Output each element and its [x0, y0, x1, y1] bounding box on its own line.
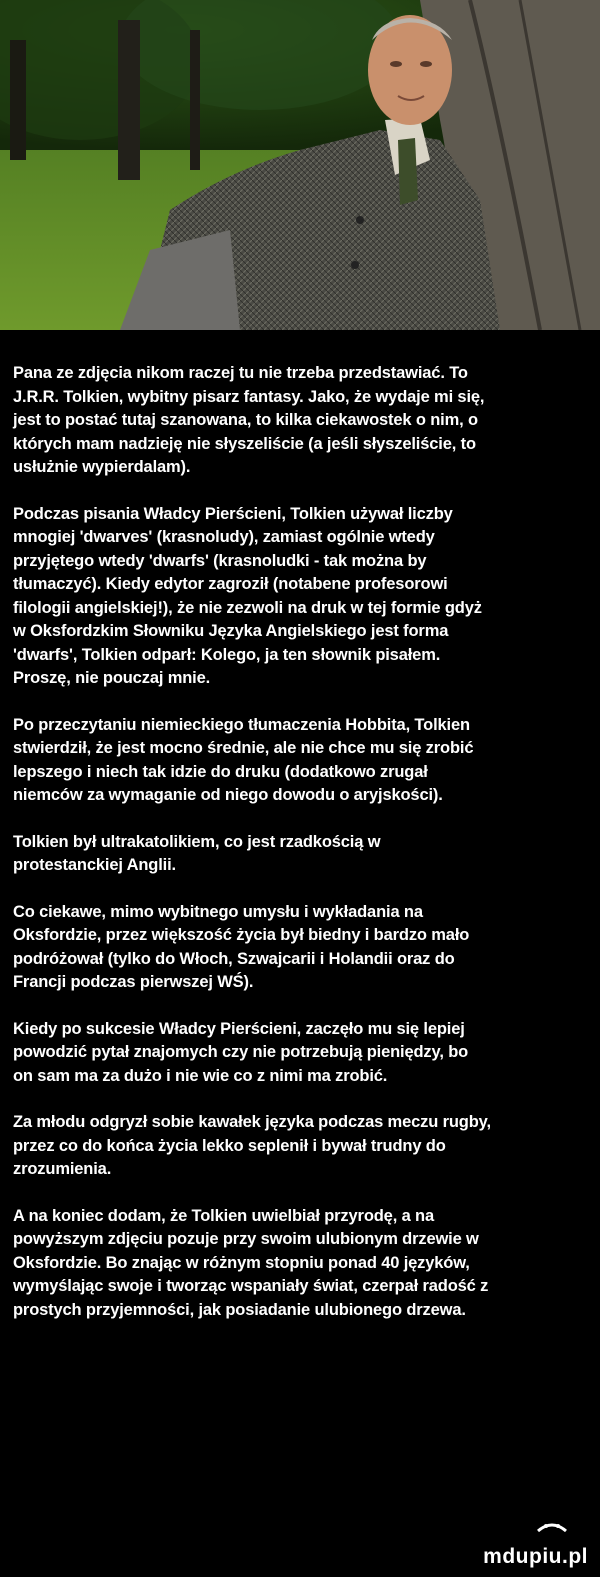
- smiley-face-icon: [534, 1517, 570, 1539]
- text-line: Za młodu odgryzł sobie kawałek języka podczas meczu rugby,: [13, 1113, 491, 1131]
- portrait-photo: [0, 0, 600, 330]
- text-line: powodzić pytał znajomych czy nie potrzebują pieniędzy, bo: [13, 1043, 469, 1061]
- text-line: prostych przyjemności, jak posiadanie ulubionego drzewa.: [13, 1300, 466, 1319]
- text-line: Francji podczas pierwszej WŚ).: [13, 973, 254, 991]
- site-watermark: mdupiu.pl: [483, 1545, 588, 1568]
- text-line: tłumaczyć). Kiedy edytor zagroził (notabene profesorowi: [13, 575, 448, 593]
- text-line: niemców za wymaganie od niego dowodu o aryjskości).: [13, 786, 443, 804]
- text-line: Po przeczytaniu niemieckiego tłumaczenia Hobbita, Tolkien: [13, 715, 470, 734]
- text-line: wymyślając swoje i tworząc wspaniały świat, czerpał radość z: [13, 1277, 489, 1295]
- text-line: filologii angielskiej!), że nie zezwoli na druk w tej formie gdyż: [13, 598, 482, 617]
- paragraph: [13, 503, 593, 691]
- paragraph: [13, 1111, 593, 1182]
- text-line: 'dwarfs', Tolkien odparł: Kolego, ja ten słownik pisałem.: [13, 645, 441, 664]
- text-line: jest to postać tutaj szanowana, to kilka ciekawostek o nim, o: [13, 411, 478, 429]
- article-text: [13, 362, 593, 1345]
- text-line: on sam ma za dużo i nie wie co z nimi ma zrobić.: [13, 1066, 388, 1085]
- text-line: usłużnie wypierdalam).: [13, 458, 191, 476]
- text-line: Pana ze zdjęcia nikom raczej tu nie trzeba przedstawiać. To: [13, 364, 468, 382]
- text-line: Tolkien był ultrakatolikiem, co jest rzadkością w: [13, 832, 381, 851]
- text-line: w Oksfordzkim Słowniku Języka Angielskiego jest forma: [13, 622, 449, 640]
- paragraph: [13, 901, 593, 995]
- text-line: J.R.R. Tolkien, wybitny pisarz fantasy. Jako, że wydaje mi się,: [13, 387, 485, 406]
- text-line: Co ciekawe, mimo wybitnego umysłu i wykładania na: [13, 902, 423, 921]
- text-line: powyższym zdjęciu pozuje przy swoim ulubionym drzewie w: [13, 1230, 479, 1248]
- text-line: zrozumienia.: [13, 1160, 112, 1178]
- text-line: lepszego i niech tak idzie do druku (dodatkowo zrugał: [13, 762, 428, 781]
- text-line: Kiedy po sukcesie Władcy Pierścieni, zaczęło mu się lepiej: [13, 1019, 465, 1038]
- text-line: stwierdził, że jest mocno średnie, ale nie chce mu się zrobić: [13, 739, 474, 757]
- paragraph: [13, 1205, 593, 1323]
- text-line: przez co do końca życia lekko seplenił i bywał trudny do: [13, 1136, 446, 1155]
- text-line: przyjętego wtedy 'dwarfs' (krasnoludki - tak można by: [13, 551, 427, 570]
- text-line: mnogiej 'dwarves' (krasnoludy), zamiast ogólnie wtedy: [13, 528, 435, 546]
- text-line: protestanckiej Anglii.: [13, 856, 176, 874]
- text-line: Oksfordzie, przez większość życia był biedny i bardzo mało: [13, 926, 470, 944]
- text-line: Podczas pisania Władcy Pierścieni, Tolkien używał liczby: [13, 504, 453, 523]
- paragraph: [13, 714, 593, 808]
- paragraph: [13, 362, 593, 480]
- text-line: których mam nadzieję nie słyszeliście (a jeśli słyszeliście, to: [13, 434, 476, 453]
- text-line: Proszę, nie pouczaj mnie.: [13, 669, 211, 687]
- paragraph: [13, 831, 593, 878]
- text-line: podróżował (tylko do Włoch, Szwajcarii i Holandii oraz do: [13, 949, 455, 968]
- paragraph: [13, 1018, 593, 1089]
- text-line: A na koniec dodam, że Tolkien uwielbiał przyrodę, a na: [13, 1206, 434, 1225]
- text-line: Oksfordzie. Bo znając w różnym stopniu ponad 40 języków,: [13, 1253, 470, 1272]
